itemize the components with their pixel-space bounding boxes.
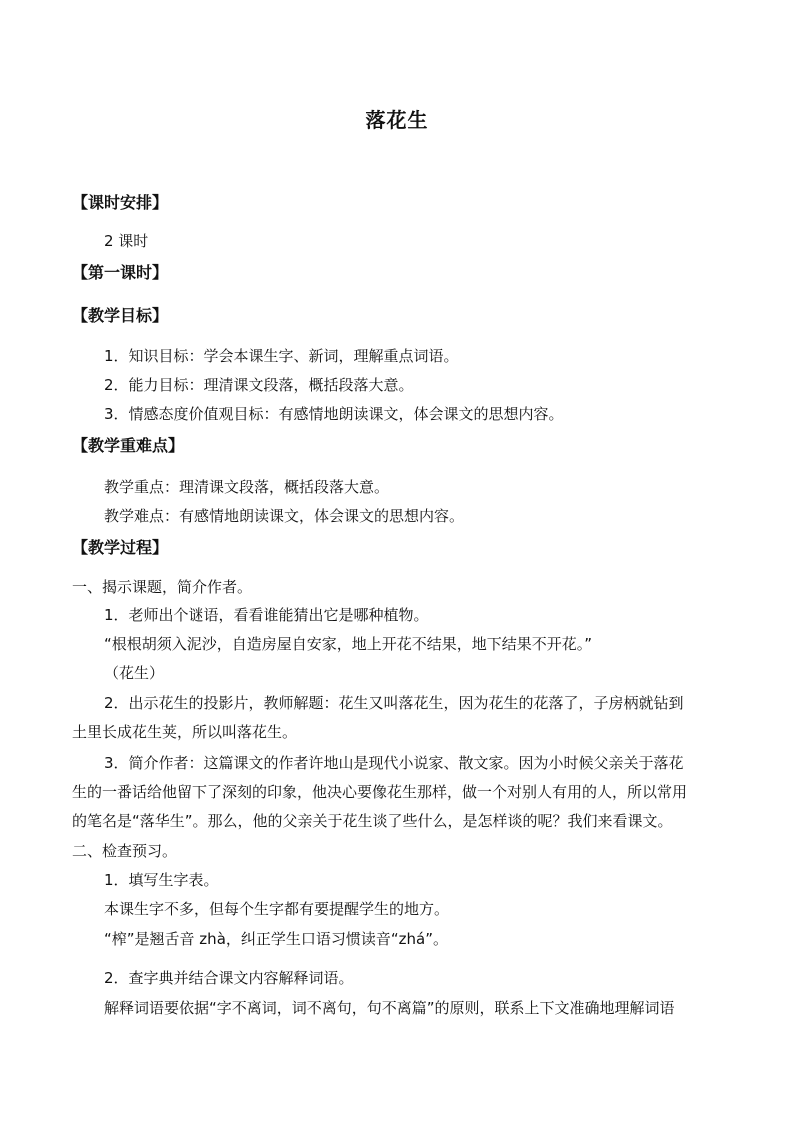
- paragraph-line: 教学难点：有感情地朗读课文，体会课文的思想内容。: [104, 507, 465, 525]
- paragraph-line: （花生）: [104, 664, 165, 682]
- paragraph-line: 2．能力目标：理清课文段落，概括段落大意。: [104, 376, 414, 394]
- paragraph-line: 2．查字典并结合课文内容解释词语。: [104, 969, 354, 987]
- paragraph-line: 3．情感态度价值观目标：有感情地朗读课文，体会课文的思想内容。: [104, 405, 564, 423]
- paragraph-line: “根根胡须入泥沙，自造房屋自安家，地上开花不结果，地下结果不开花。”: [104, 635, 593, 653]
- section-heading-first-lesson: 【第一课时】: [72, 263, 169, 282]
- paragraph-line: 本课生字不多，但每个生字都有要提醒学生的地方。: [104, 900, 450, 918]
- paragraph-line: 解释词语要依据“字不离词，词不离句，句不离篇”的原则，联系上下文准确地理解词语: [104, 999, 675, 1017]
- paragraph-line: 1．知识目标：学会本课生字、新词，理解重点词语。: [104, 347, 459, 365]
- paragraph-line: 1．填写生字表。: [104, 871, 219, 889]
- paragraph-line: 的笔名是“落华生”。那么，他的父亲关于花生谈了些什么，是怎样谈的呢？我们来看课文。: [72, 812, 673, 830]
- paragraph-line: 2 课时: [104, 232, 149, 250]
- paragraph-line: 二、检查预习。: [72, 842, 178, 860]
- paragraph-line: 土里长成花生荚，所以叫落花生。: [72, 723, 298, 741]
- paragraph-line: 一、揭示课题，简介作者。: [72, 578, 253, 596]
- paragraph-line: 3．简介作者：这篇课文的作者许地山是现代小说家、散文家。因为小时候父亲关于落花: [104, 754, 684, 772]
- section-heading-process: 【教学过程】: [72, 538, 169, 557]
- section-heading-schedule: 【课时安排】: [72, 193, 169, 212]
- paragraph-line: 生的一番话给他留下了深刻的印象，他决心要像花生那样，做一个对别人有用的人，所以常用: [72, 783, 688, 801]
- section-heading-key-points: 【教学重难点】: [72, 436, 185, 455]
- document-title: 落花生: [365, 108, 429, 132]
- section-heading-objectives: 【教学目标】: [72, 306, 169, 325]
- paragraph-line: 2．出示花生的投影片，教师解题：花生又叫落花生，因为花生的花落了，子房柄就钻到: [104, 694, 684, 712]
- paragraph-line: 1．老师出个谜语，看看谁能猜出它是哪种植物。: [104, 606, 429, 624]
- paragraph-line: “榨”是翘舌音 zhà，纠正学生口语习惯读音“zhá”。: [104, 930, 448, 948]
- paragraph-line: 教学重点：理清课文段落，概括段落大意。: [104, 478, 390, 496]
